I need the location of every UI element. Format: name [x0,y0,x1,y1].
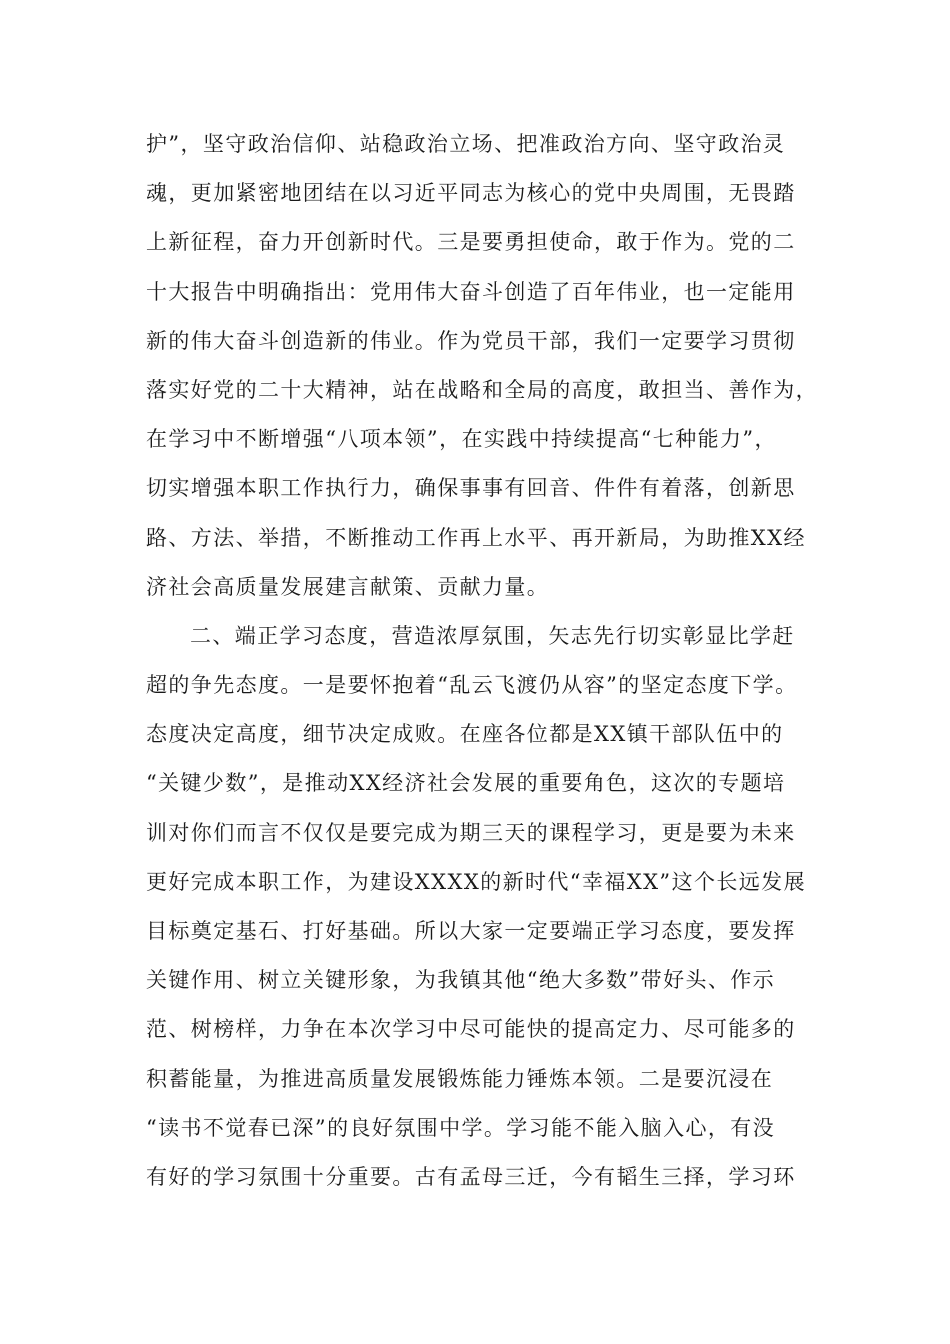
text-line: 在学习中不断增强“八项本领”，在实践中持续提高“七种能力”， [146,427,777,452]
text-line: 更好完成本职工作，为建设XXXX的新时代“幸福XX”这个长远发展 [146,869,806,894]
text-line: 新的伟大奋斗创造新的伟业。作为党员干部，我们一定要学习贯彻 [146,328,796,353]
text-line: 魂，更加紧密地团结在以习近平同志为核心的党中央周围，无畏踏 [146,181,796,206]
text-line: 切实增强本职工作执行力，确保事事有回音、件件有着落，创新思 [146,476,796,501]
text-line: 训对你们而言不仅仅是要完成为期三天的课程学习，更是要为未来 [146,820,796,845]
text-line: 目标奠定基石、打好基础。所以大家一定要端正学习态度，要发挥 [146,919,796,943]
text-line: 落实好党的二十大精神，站在战略和全局的高度，敢担当、善作为， [146,377,818,402]
text-line: 护”，坚守政治信仰、站稳政治立场、把准政治方向、坚守政治灵 [146,132,786,156]
text-line: 十大报告中明确指出：党用伟大奋斗创造了百年伟业，也一定能用 [146,279,796,304]
text-line: 范、树榜样，力争在本次学习中尽可能快的提高定力、尽可能多的 [146,1017,796,1042]
text-line: 上新征程，奋力开创新时代。三是要勇担使命，敢于作为。党的二 [146,230,796,255]
text-line: 路、方法、举措，不断推动工作再上水平、再开新局，为助推XX经 [146,525,806,550]
text-line: 济社会高质量发展建言献策、贡献力量。 [146,574,550,599]
text-line: “读书不觉春已深”的良好氛围中学。学习能不能入脑入心，有没 [146,1115,776,1140]
text-line: “关键少数”，是推动XX经济社会发展的重要角色，这次的专题培 [146,771,786,796]
text-line: 有好的学习氛围十分重要。古有孟母三迁，今有韬生三择，学习环 [146,1164,796,1189]
text-line: 积蓄能量，为推进高质量发展锻炼能力锤炼本领。二是要沉浸在 [146,1066,774,1091]
text-line: 态度决定高度，细节决定成败。在座各位都是XX镇干部队伍中的 [146,722,784,747]
document-body [146,120,826,1202]
paragraph-first-line: 二、端正学习态度，营造浓厚氛围，矢志先行切实彰显比学赶 [190,623,795,648]
text-line: 超的争先态度。一是要怀抱着“乱云飞渡仍从容”的坚定态度下学。 [146,673,798,698]
text-line: 关键作用、树立关键形象，为我镇其他“绝大多数”带好头、作示 [146,968,776,993]
